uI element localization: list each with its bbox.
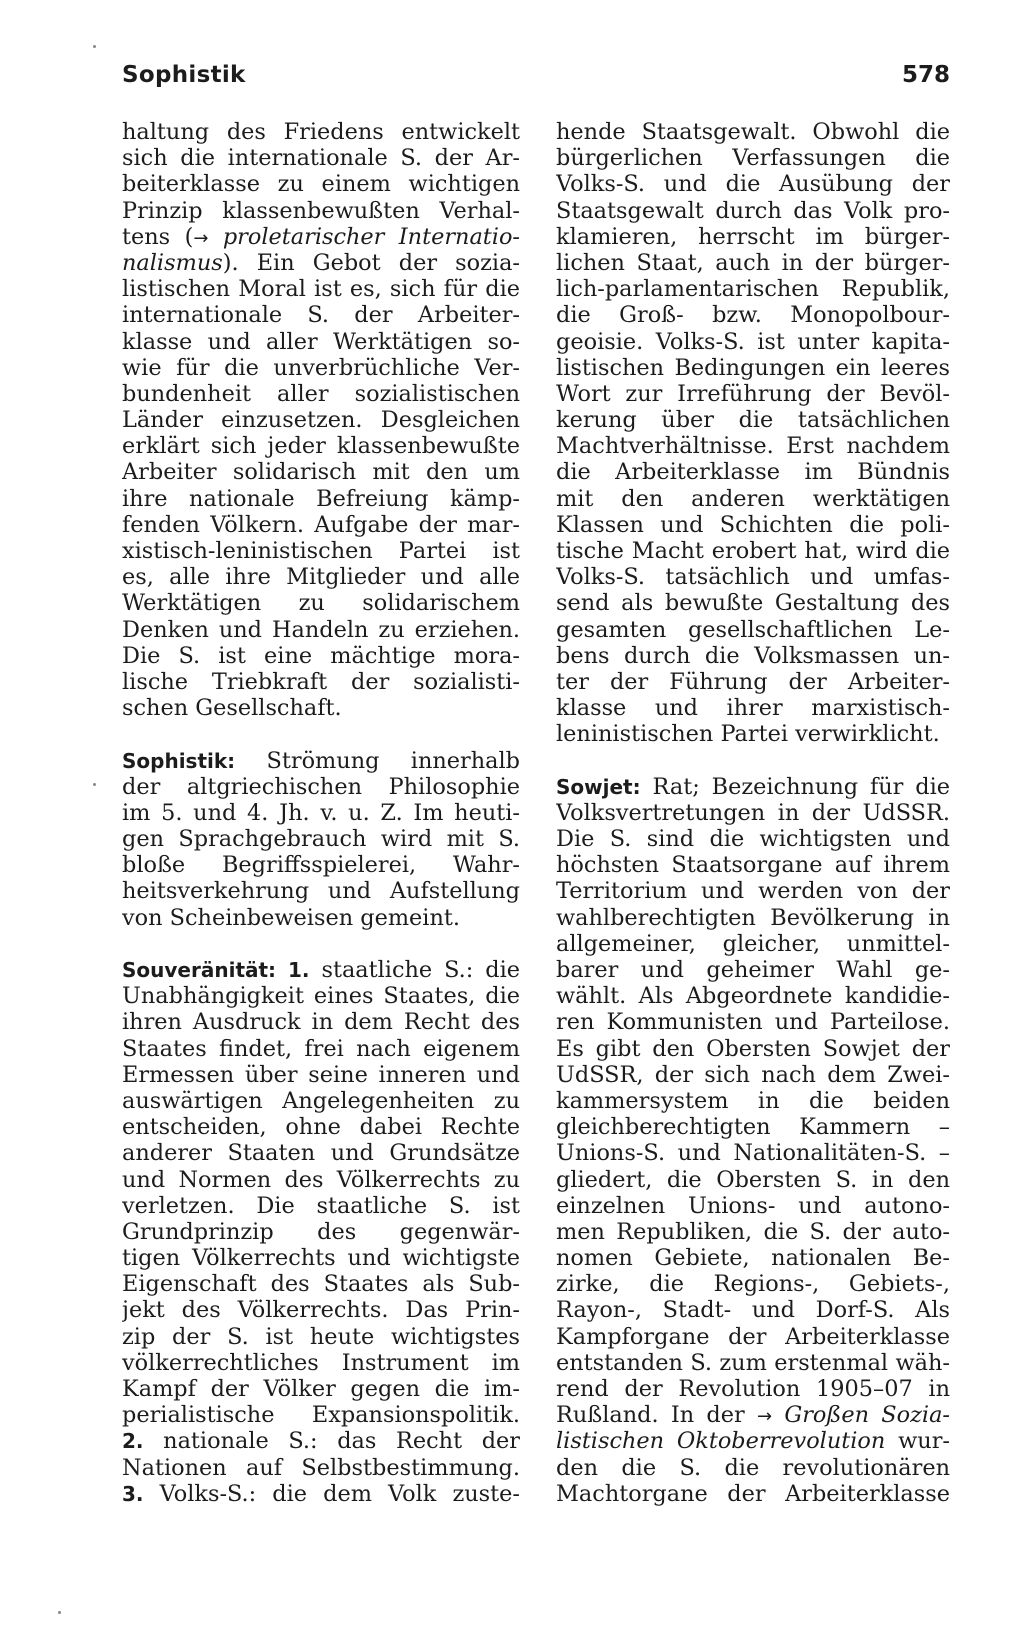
text-line: von Scheinbeweisen gemeint. <box>122 904 461 931</box>
solidaritaet-continuation <box>122 119 520 721</box>
text-line: lichen Staat, auch in der bürger- <box>556 249 950 276</box>
text-line: der altgriechischen Philosophie <box>122 773 520 800</box>
text-line: geoisie. Volks-S. ist unter kapita- <box>556 328 950 355</box>
text-line: die Arbeiterklasse im Bündnis <box>556 459 950 486</box>
text-line: Eigenschaft des Staates als Sub- <box>122 1271 520 1298</box>
text-line: erklärt sich jeder klassenbewußte <box>122 433 520 460</box>
text-line: allgemeiner, gleicher, unmittel- <box>556 930 950 957</box>
entry-souveraenitaet <box>122 957 520 1507</box>
text-line: tigen Völkerrechts und wichtigste <box>122 1245 520 1272</box>
text-line: kerung über die tatsächlichen <box>556 407 950 434</box>
text-line: barer und geheimer Wahl ge- <box>556 957 950 983</box>
text-run: nationale S.: das Recht der <box>163 1428 520 1455</box>
text-line: fenden Völkern. Aufgabe der mar- <box>122 511 520 538</box>
text-line: send als bewußte Gestaltung des <box>556 590 950 617</box>
text-line: listischen Moral ist es, sich für die <box>122 276 520 303</box>
text-line: ter der Führung der Arbeiter- <box>556 668 950 695</box>
text-line: sich die internationale S. der Ar- <box>122 145 520 172</box>
text-line: verletzen. Die staatliche S. ist <box>122 1192 520 1219</box>
text-line <box>556 1402 950 1428</box>
text-line: ren Kommunisten und Parteilose. <box>556 1009 950 1036</box>
text-line <box>556 1428 950 1454</box>
text-line: wählt. Als Abgeordnete kandidie- <box>556 983 950 1010</box>
text-line: bloße Begriffsspielerei, Wahr- <box>122 852 520 879</box>
text-line: entscheiden, ohne dabei Rechte <box>122 1114 520 1141</box>
text-line: Die S. sind die wichtigsten und <box>556 826 950 853</box>
cross-reference-link[interactable]: proletarischer Internatio- <box>222 223 520 250</box>
text-line: jekt des Völkerrechts. Das Prin- <box>122 1297 520 1324</box>
text-line: zip der S. ist heute wichtigstes <box>122 1323 520 1350</box>
running-head: Sophistik <box>122 62 246 88</box>
cross-reference-link[interactable]: listischen Oktoberrevolution <box>556 1428 886 1455</box>
text-line: wahlberechtigten Bevölkerung in <box>556 904 950 931</box>
text-line: Klassen und Schichten die poli- <box>556 511 950 538</box>
right-column <box>556 119 950 1507</box>
text-line: einzelnen Unions- und autono- <box>556 1192 950 1219</box>
text-line: klasse und ihrer marxistisch- <box>556 695 950 722</box>
cross-reference-arrow-icon: → <box>756 1406 773 1428</box>
souveraenitaet-continuation <box>556 119 950 748</box>
text-line: ihre nationale Befreiung kämp- <box>122 485 520 512</box>
text-line: mit den anderen werktätigen <box>556 485 950 512</box>
text-line: heitsverkehrung und Aufstellung <box>122 878 520 905</box>
text-line: Grundprinzip des gegenwär- <box>122 1218 520 1245</box>
scan-speck <box>58 1611 61 1614</box>
text-line: internationale S. der Arbeiter- <box>122 302 520 329</box>
text-line: Machtverhältnisse. Erst nachdem <box>556 433 950 460</box>
entry-term: Souveränität: <box>122 958 277 982</box>
text-run: Strömung innerhalb <box>266 747 520 774</box>
text-line: zirke, die Regions-, Gebiets-, <box>556 1271 950 1298</box>
entry-spacer <box>122 721 520 747</box>
entry-sowjet <box>556 774 950 1507</box>
text-line: im 5. und 4. Jh. v. u. Z. Im heuti- <box>122 799 520 826</box>
text-line <box>122 957 520 983</box>
text-line: klasse und aller Werktätigen so- <box>122 328 520 355</box>
text-line: gleichberechtigten Kammern – <box>556 1114 950 1141</box>
text-run: staatliche S.: die <box>321 957 520 983</box>
text-line <box>556 774 950 800</box>
entry-term: Sophistik: <box>122 748 236 773</box>
text-line: höchsten Staatsorgane auf ihrem <box>556 852 950 879</box>
text-line: auswärtigen Angelegenheiten zu <box>122 1087 520 1114</box>
text-line: lich-parlamentarischen Republik, <box>556 276 950 303</box>
cross-reference-link[interactable]: nalismus <box>122 249 223 276</box>
text-line: Volks-S. und die Ausübung der <box>556 171 950 198</box>
entry-term: Sowjet: <box>556 774 641 799</box>
text-line: listischen Bedingungen ein leeres <box>556 354 950 381</box>
text-line: hende Staatsgewalt. Obwohl die <box>556 119 950 145</box>
text-line: Rayon-, Stadt- und Dorf-S. Als <box>556 1297 950 1324</box>
text-line: Staatsgewalt durch das Volk pro- <box>556 197 950 224</box>
text-line: Werktätigen zu solidarischem <box>122 590 520 617</box>
text-line: und Normen des Völkerrechts zu <box>122 1166 520 1193</box>
text-line: Volks-S. tatsächlich und umfas- <box>556 564 950 591</box>
text-line: ihren Ausdruck in dem Recht des <box>122 1009 520 1036</box>
text-line: Kampf der Völker gegen die im- <box>122 1376 520 1402</box>
text-line: bundenheit aller sozialistischen <box>122 380 520 407</box>
entry-sophistik <box>122 748 520 931</box>
text-run: Volks-S.: die dem Volk zuste- <box>159 1480 520 1507</box>
text-line: Kampforgane der Arbeiterklasse <box>556 1323 950 1350</box>
text-line: Wort zur Irreführung der Bevöl- <box>556 380 950 407</box>
entry-spacer <box>556 748 950 774</box>
text-line: gen Sprachgebrauch wird mit S. <box>122 826 520 853</box>
scan-speck <box>93 783 96 786</box>
text-line: Länder einzusetzen. Desgleichen <box>122 407 520 434</box>
text-line: leninistischen Partei verwirklicht. <box>556 721 940 748</box>
text-line: Machtorgane der Arbeiterklasse <box>556 1480 950 1507</box>
text-line: lische Triebkraft der sozialisti- <box>122 668 520 695</box>
text-line: beiterklasse zu einem wichtigen <box>122 171 520 198</box>
text-line: Volksvertretungen in der UdSSR. <box>556 799 950 826</box>
text-run: ). Ein Gebot der sozia- <box>222 249 520 276</box>
text-line: perialistische Expansionspolitik. <box>122 1402 520 1429</box>
text-line: Territorium und werden von der <box>556 878 950 905</box>
text-line <box>122 1481 520 1507</box>
page-header <box>122 62 950 102</box>
text-line: völkerrechtliches Instrument im <box>122 1349 520 1376</box>
page-number: 578 <box>901 62 950 88</box>
text-line: Nationen auf Selbstbestimmung. <box>122 1454 520 1481</box>
text-line: Die S. ist eine mächtige mora- <box>122 642 520 669</box>
text-run: Rußland. In der <box>556 1402 745 1429</box>
text-run: tens ( <box>122 223 194 250</box>
left-column <box>122 119 520 1507</box>
entry-spacer <box>122 931 520 957</box>
text-line: tische Macht erobert hat, wird die <box>556 538 950 564</box>
text-line: schen Gesellschaft. <box>122 695 342 722</box>
text-line: es, alle ihre Mitglieder und alle <box>122 564 520 591</box>
text-line: Arbeiter solidarisch mit den um <box>122 459 520 486</box>
text-line: men Republiken, die S. der auto- <box>556 1218 950 1245</box>
text-line: bens durch die Volksmassen un- <box>556 642 950 669</box>
text-line: gliedert, die Obersten S. in den <box>556 1166 950 1193</box>
cross-reference-arrow-icon: → <box>193 227 209 249</box>
text-line: bürgerlichen Verfassungen die <box>556 145 950 172</box>
text-line <box>122 1428 520 1454</box>
text-line: die Groß- bzw. Monopolbour- <box>556 302 950 329</box>
text-line: Unabhängigkeit eines Staates, die <box>122 983 520 1010</box>
text-line <box>122 748 520 774</box>
text-line: klamieren, herrscht im bürger- <box>556 223 950 250</box>
text-line: Unions-S. und Nationalitäten-S. – <box>556 1140 950 1167</box>
text-line <box>122 224 520 250</box>
text-line: Es gibt den Obersten Sowjet der <box>556 1035 950 1062</box>
text-run: Rat; Bezeichnung für die <box>652 773 950 800</box>
scan-speck <box>93 45 96 48</box>
text-line: den die S. die revolutionären <box>556 1454 950 1481</box>
text-line: Denken und Handeln zu erziehen. <box>122 616 520 643</box>
text-line: Ermessen über seine inneren und <box>122 1061 520 1088</box>
sense-number: 2. <box>122 1429 144 1454</box>
text-line: anderer Staaten und Grundsätze <box>122 1140 520 1167</box>
text-line: wie für die unverbrüchliche Ver- <box>122 354 520 381</box>
text-line: UdSSR, der sich nach dem Zwei- <box>556 1061 950 1088</box>
text-line <box>122 250 520 276</box>
text-line: nomen Gebiete, nationalen Be- <box>556 1245 950 1272</box>
cross-reference-link[interactable]: Großen Sozia- <box>784 1402 950 1429</box>
text-line: xistisch-leninistischen Partei ist <box>122 538 520 564</box>
text-line: entstanden S. zum erstenmal wäh- <box>556 1349 950 1376</box>
text-line: kammersystem in die beiden <box>556 1087 950 1114</box>
sense-number: 1. <box>288 958 310 982</box>
text-line: haltung des Friedens entwickelt <box>122 119 520 145</box>
text-run: wur- <box>898 1428 950 1455</box>
sense-number: 3. <box>122 1481 144 1506</box>
text-line: rend der Revolution 1905–07 in <box>556 1376 950 1402</box>
text-line: Prinzip klassenbewußten Verhal- <box>122 197 520 224</box>
text-line: Staates findet, frei nach eigenem <box>122 1035 520 1062</box>
text-line: gesamten gesellschaftlichen Le- <box>556 616 950 643</box>
